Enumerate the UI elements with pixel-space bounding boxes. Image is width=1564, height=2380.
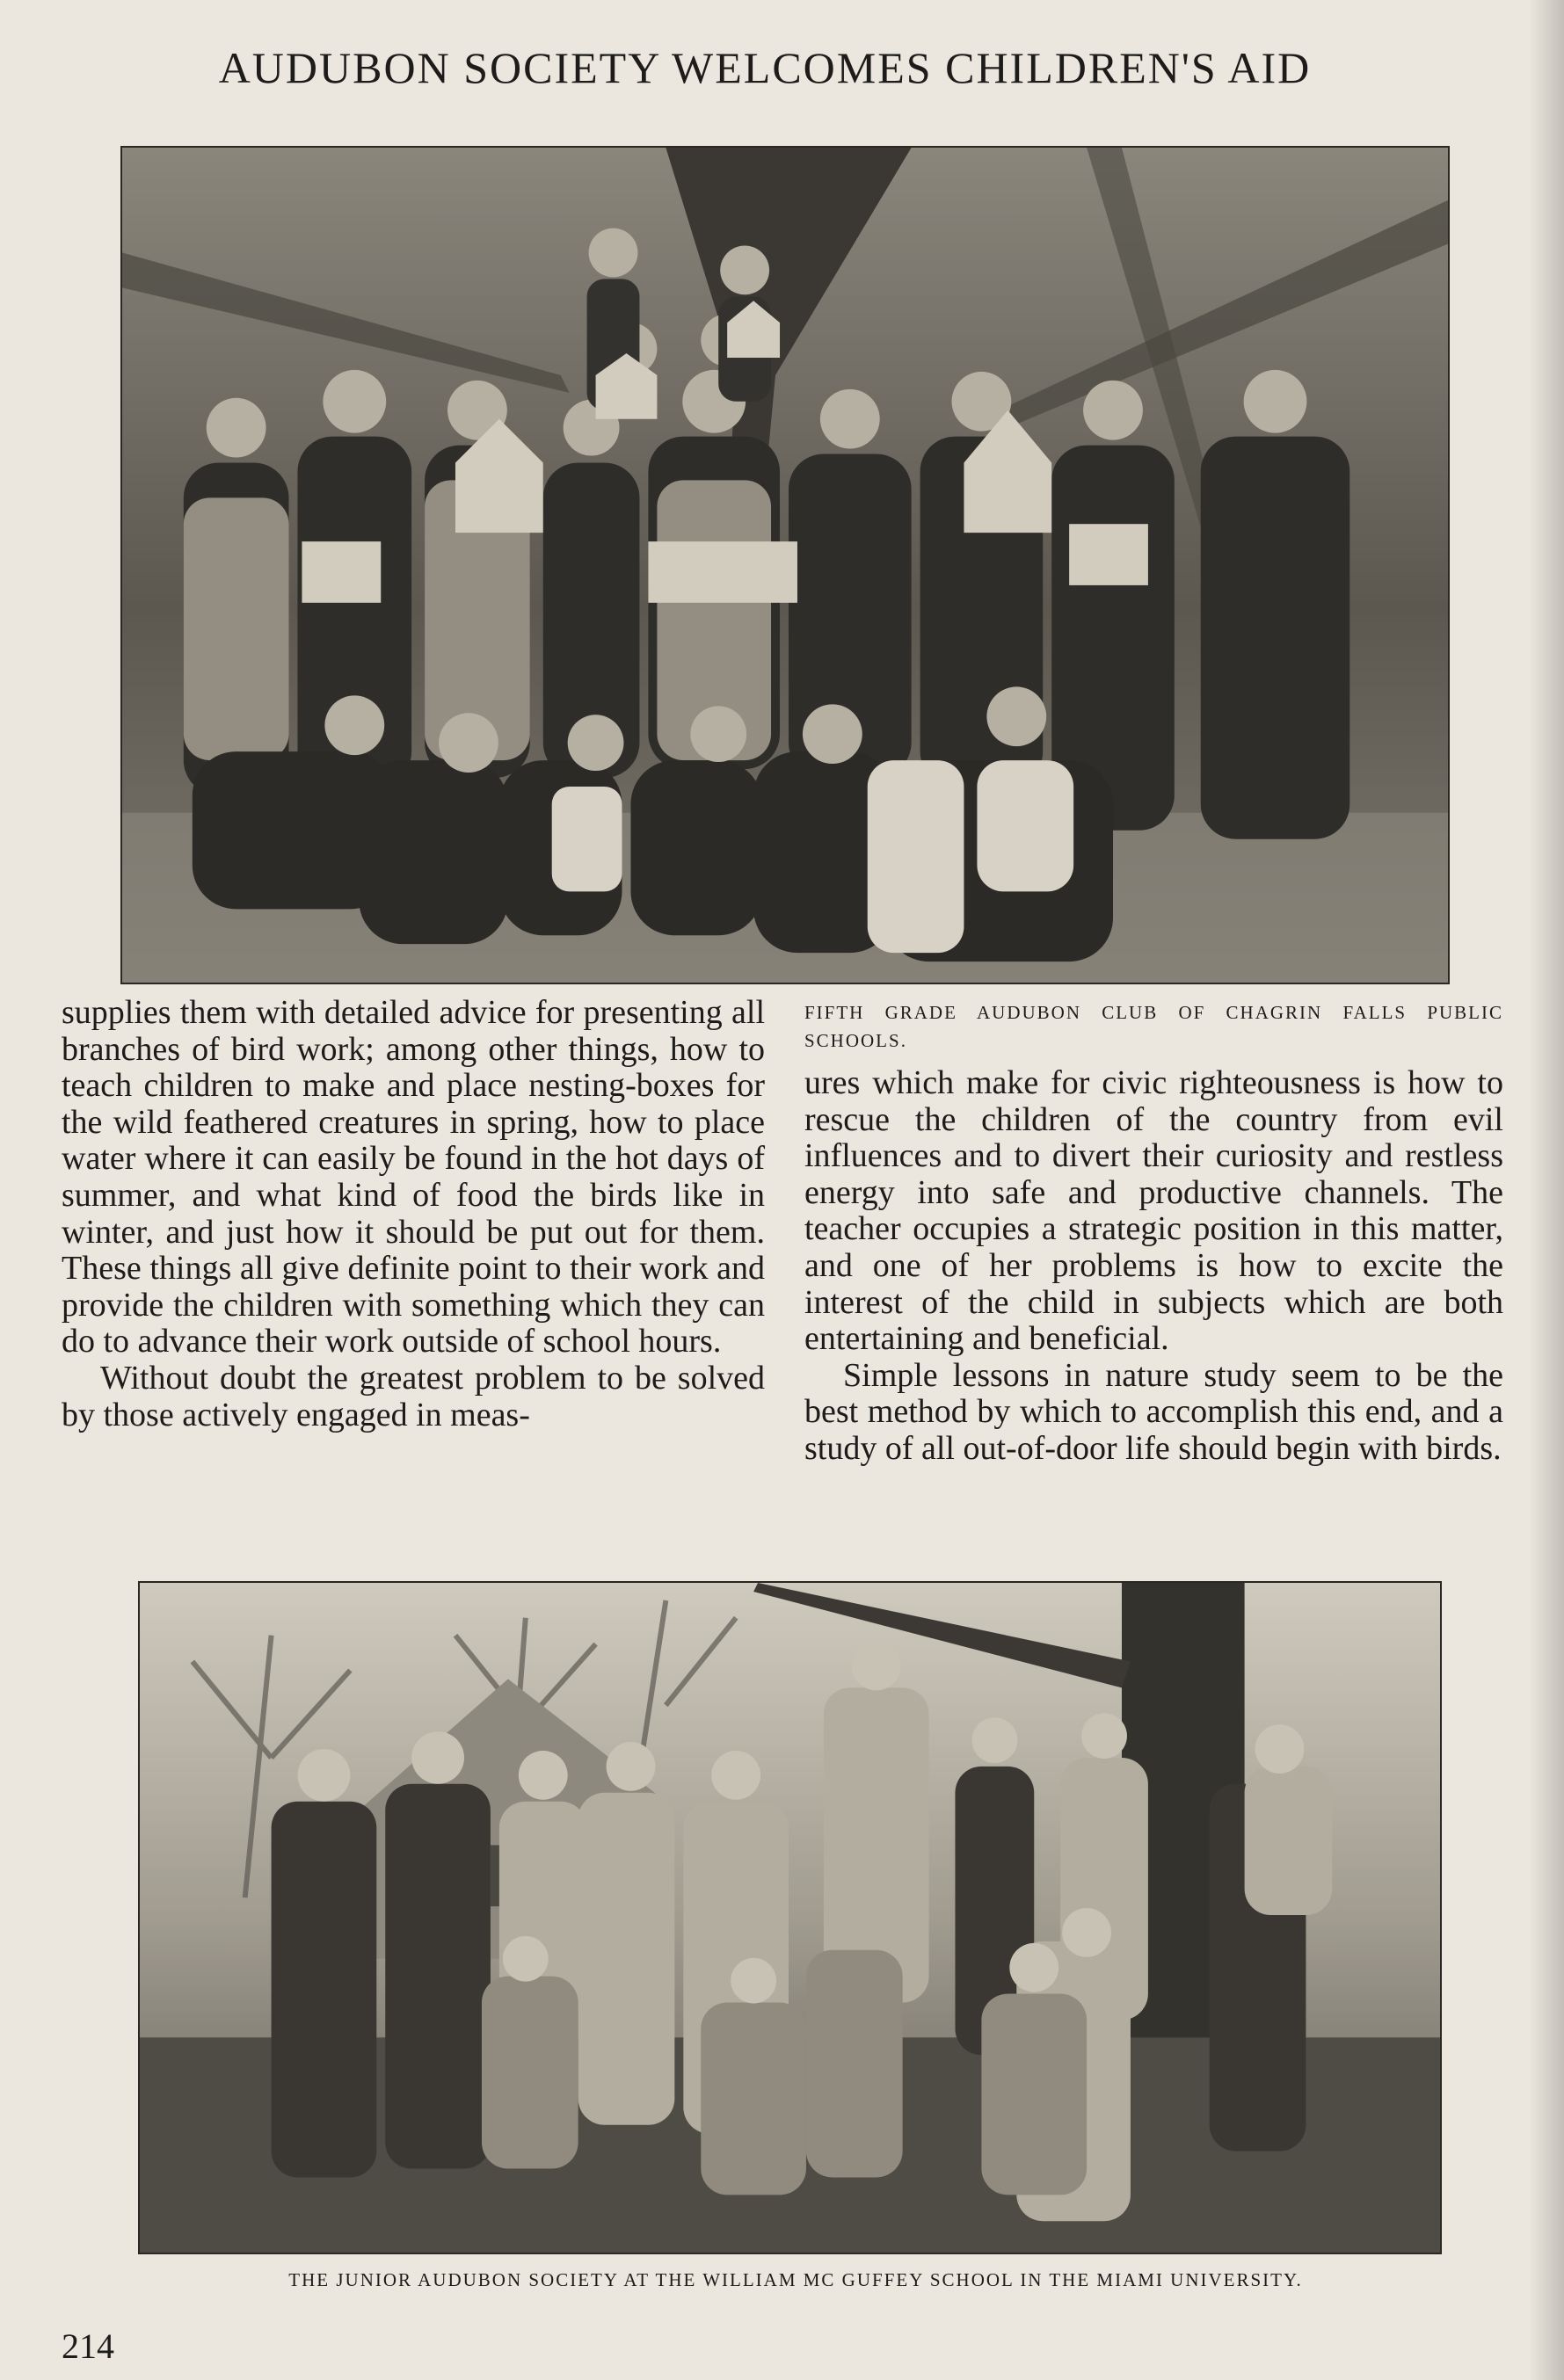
- photo-top-image: [122, 148, 1448, 983]
- running-head: AUDUBON SOCIETY WELCOMES CHILDREN'S AID: [218, 43, 1312, 92]
- caption-bottom-photo: THE JUNIOR AUDUBON SOCIETY AT THE WILLIAM MC GUFFEY SCHOOL IN THE MIAMI UNIVERSITY.: [288, 2269, 1303, 2290]
- photo-bottom-image: [140, 1583, 1440, 2253]
- body-column-right: [804, 1065, 1503, 1468]
- body-column-left: [62, 995, 765, 1433]
- photo-mcguffey-school-junior-audubon: [138, 1581, 1442, 2254]
- paragraph-left-2: Without doubt the greatest problem to be solved by those actively engaged in meas-: [62, 1359, 765, 1433]
- paragraph-right-2: Simple lessons in nature study seem to be the best method by which to accomplish this end, and a study of all out-of-door life should begin with birds.: [804, 1356, 1503, 1467]
- paragraph-right-1: ures which make for civic righteousness is how to rescue the children of the country from evil influences and to divert their curiosity and restless energy into safe and productive channels. The teacher occupies a strategic position in this matter, and one of her problems is how to excite the interest of the child in subjects which are both entertaining and beneficial.: [804, 1064, 1503, 1358]
- photo-chagrin-falls-audubon-club: [120, 146, 1450, 984]
- page-number: 214: [62, 2326, 114, 2366]
- paragraph-left-1: supplies them with detailed advice for presenting all branches of bird work; among other things, how to teach children to make and place nesting-boxes for the wild feathered creatures in spring, how to place water where it can easily be found in the hot days of summer, and what kind of food the birds like in winter, and just how it should be put out for them. These things all give definite point to their work and provide the children with something which they can do to advance their work outside of school hours.: [62, 994, 765, 1361]
- page-edge-shadow: [1529, 0, 1564, 2380]
- caption-top-photo: FIFTH GRADE AUDUBON CLUB OF CHAGRIN FALLS PUBLIC SCHOOLS.: [804, 1002, 1503, 1051]
